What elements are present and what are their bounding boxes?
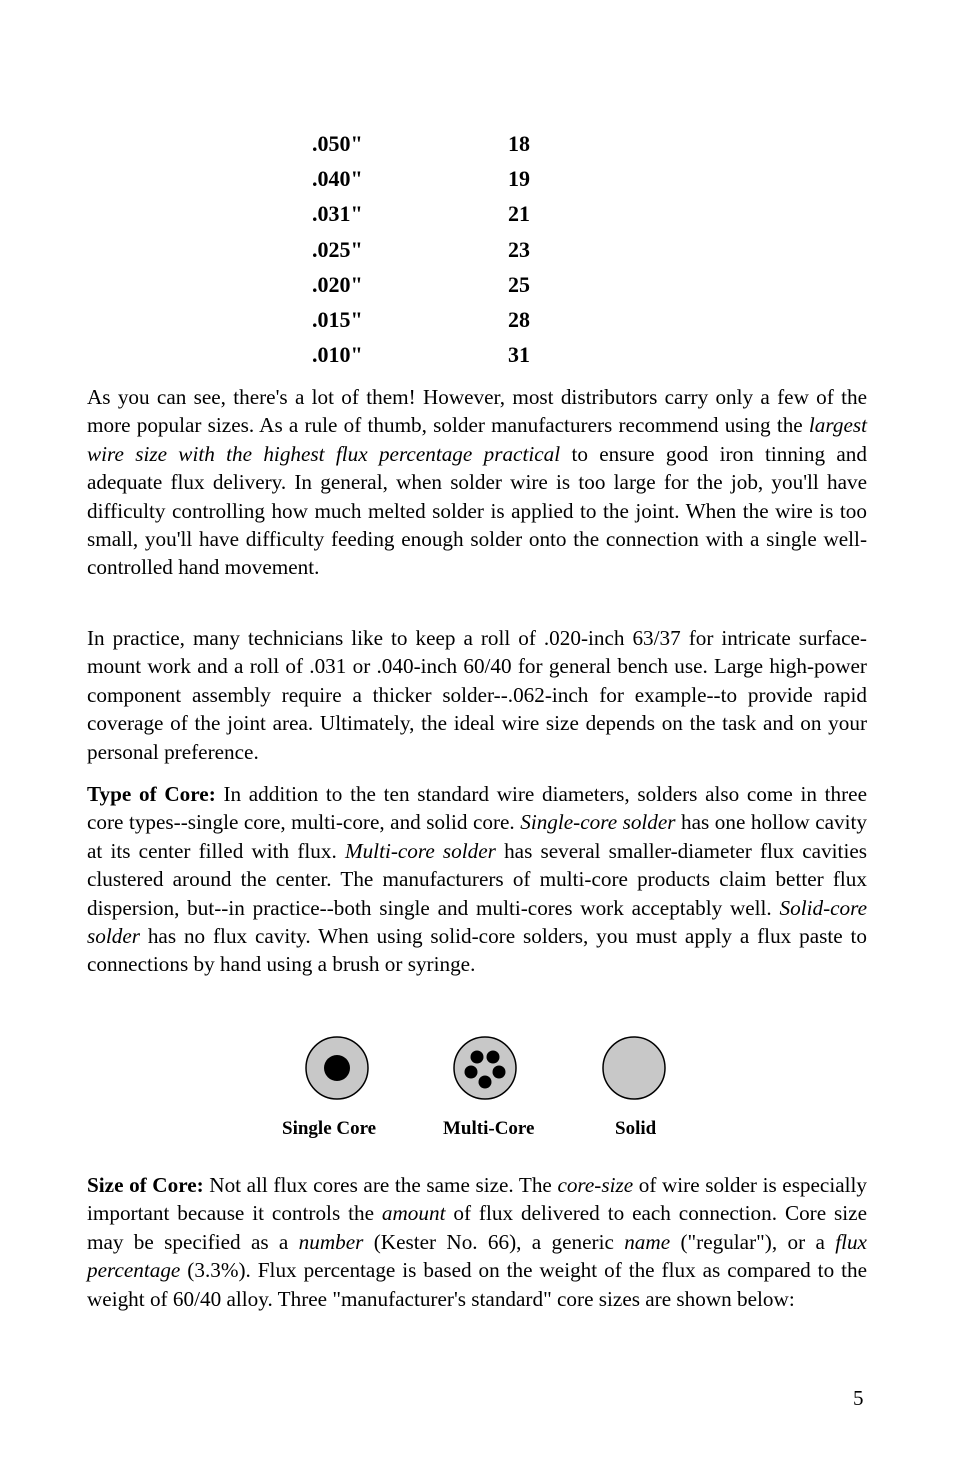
wire-gauge: 25 <box>508 271 530 297</box>
page-number: 5 <box>853 1386 864 1410</box>
text-run: (Kester No. 66), a generic <box>363 1229 625 1254</box>
wire-gauge: 21 <box>508 201 530 227</box>
single-core-icon <box>306 1037 368 1099</box>
text-run: Not all flux cores are the same size. The <box>203 1173 558 1197</box>
wire-diameter: .050" <box>312 130 363 156</box>
table-row <box>312 267 568 302</box>
wire-diameter: .015" <box>312 307 363 333</box>
text-run: (3.3%). Flux percentage is based on the weight of the flux as compared to the weight of 60/40 alloy. Three "manufacturer's standard" core sizes are shown below: <box>87 1258 867 1311</box>
emphasis-text: core-size <box>557 1173 634 1197</box>
text-run: In practice, many technicians like to keep a roll of .020-inch 63/37 for intricate surface-mount work and a roll of .031 or .040-inch 60/40 for general bench use. Large high-power component assembly require a thicker solder--.062-inch for example--to provide rapid coverage of the joint area. Ultimately, the ideal wire size depends on the task and on your personal preference. <box>87 626 867 764</box>
wire-size-table <box>312 126 568 373</box>
table-row <box>312 197 568 232</box>
wire-gauge: 18 <box>508 130 530 156</box>
wire-gauge: 31 <box>508 342 530 368</box>
text-run: has no flux cavity. When using solid-core solders, you must apply a flux paste to connections by hand using a brush or syringe. <box>87 924 867 977</box>
table-row <box>312 161 568 196</box>
paragraph-wire-size-advice <box>87 383 867 582</box>
text-run: of flux delivered to each connection. Core size may be specified as a <box>87 1201 867 1254</box>
section-heading: Size of Core: <box>87 1173 204 1197</box>
solid-core-icon <box>603 1037 665 1099</box>
wire-gauge: 19 <box>508 165 530 191</box>
table-row <box>312 126 568 161</box>
emphasis-text: name <box>624 1229 671 1254</box>
wire-diameter: .040" <box>312 165 363 191</box>
paragraph-size-of-core <box>87 1171 867 1313</box>
single-core-caption: Single Core <box>282 1118 377 1139</box>
core-types-figure <box>270 1034 690 1154</box>
core-types-diagram <box>270 1034 690 1114</box>
text-run: ("regular"), or a <box>670 1229 836 1254</box>
text-run: to ensure good iron tinning and adequate flux delivery. In general, when solder wire is too large for the job, you'll have difficulty controlling how much melted solder is applied to the joint. When the wire is too small, you'll have difficulty feeding enough solder onto the connection with a single well-controlled hand movement. <box>87 441 867 580</box>
wire-gauge: 28 <box>508 307 530 333</box>
solid-caption: Solid <box>615 1118 657 1139</box>
wire-diameter: .031" <box>312 201 363 227</box>
paragraph-type-of-core <box>87 780 867 979</box>
wire-diameter: .025" <box>312 236 363 262</box>
section-heading: Type of Core: <box>87 782 216 806</box>
table-row <box>312 232 568 267</box>
wire-diameter: .020" <box>312 271 363 297</box>
multi-core-icon <box>454 1037 516 1099</box>
text-run: has one hollow cavity at its center filled with flux. <box>87 810 867 863</box>
table-row <box>312 338 568 373</box>
emphasis-text: Multi-core solder <box>344 838 496 863</box>
emphasis-text: number <box>298 1229 364 1254</box>
text-run: of wire solder is especially important because it controls the <box>87 1173 867 1226</box>
text-run: As you can see, there's a lot of them! However, most distributors carry only a few of the more popular sizes. As a rule of thumb, solder manufacturers recommend using the <box>87 385 867 438</box>
paragraph-practice <box>87 624 867 766</box>
text-run: has several smaller-diameter flux cavities clustered around the center. The manufacturers of multi-core products claim better flux dispersion, but--in practice--both single and multi-cores work acceptably well. <box>87 838 867 920</box>
multi-core-caption: Multi-Core <box>443 1118 535 1139</box>
wire-gauge: 23 <box>508 236 530 262</box>
emphasis-text: amount <box>381 1201 446 1226</box>
emphasis-text: flux percentage <box>87 1229 867 1283</box>
emphasis-text: Single-core solder <box>520 810 676 835</box>
table-row <box>312 302 568 337</box>
wire-diameter: .010" <box>312 342 363 368</box>
emphasis-text: largest wire size with the highest flux percentage practical <box>87 413 867 466</box>
text-run: In addition to the ten standard wire diameters, solders also come in three core types--single core, multi-core, and solid core. <box>87 782 867 835</box>
emphasis-text: Solid-core solder <box>87 895 867 949</box>
